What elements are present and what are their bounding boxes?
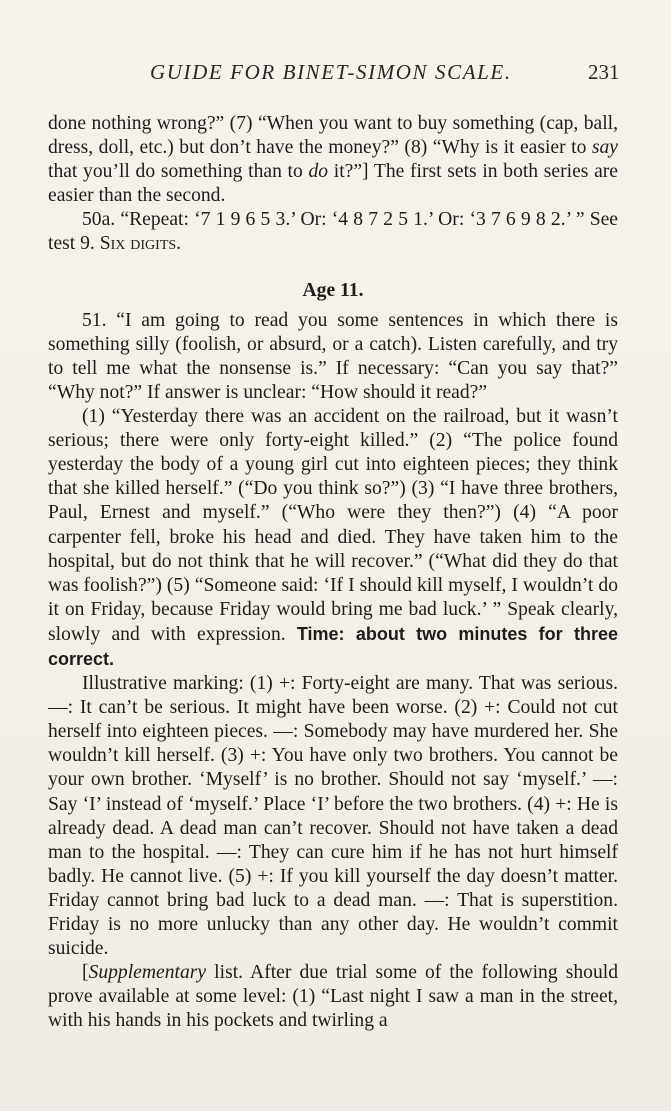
- paragraph-sentences: [48, 405, 618, 672]
- text-run: done nothing wrong?” (7) “When you want to buy something (cap, ball, dress, doll, etc.) but don’t have the money?” (8) “Why is it easier to: [48, 113, 618, 159]
- italic-word: do: [308, 161, 329, 183]
- page-number: 231: [588, 60, 620, 84]
- paragraph-supplementary: [48, 961, 618, 1033]
- text-run: it?”] The first sets in both series are easier than the second.: [48, 161, 618, 207]
- text-run: [: [82, 962, 89, 984]
- time-limit-note: Time: about two minutes for three correct.: [48, 623, 618, 669]
- text-run: (1) “Yesterday there was an accident on the railroad, but it wasn’t serious; there were only forty-eight killed.” (2) “The police found yesterday the body of a young girl cut into eighteen pieces; they think that she killed herself.” (“Do you think so?”) (3) “I have three brothers, Paul, Ernest and myself.” (“Who were they then?”) (4) “A poor carpenter fell, broke his head and died. They have taken him to the hospital, but do not think that he will recover.” (“What did they do that was foolish?”) (5) “Someone said: ‘If I should kill myself, I wouldn’t do it on Friday, because Friday would bring me bad luck.’ ” Speak clearly, slowly and with expression.: [48, 406, 618, 645]
- body-text: [48, 112, 618, 1033]
- text-run: 50a. “Repeat: ‘7 1 9 6 5 3.’ Or: ‘4 8 7 2 5 1.’ Or: ‘3 7 6 9 8 2.’ ” See test 9.: [48, 209, 618, 255]
- text-run: list. After due trial some of the following should prove available at some level: (1) “Last night I saw a man in the street, with his hands in his pockets and twirling a: [48, 962, 618, 1032]
- paragraph-test-51: 51. “I am going to read you some sentences in which there is something silly (foolish, or absurd, or a catch). Listen carefully, and try to tell me what the nonsense is.” If necessary: “Can you say that?” “Why not?” If answer is unclear: “How should it read?”: [48, 309, 618, 403]
- paragraph-illustrative-marking: Illustrative marking: (1) +: Forty-eight are many. That was serious. —: It can’t be serious. It might have been worse. (2) +: Could not cut herself into eighteen pieces. —: Somebody may have murdered her. She wouldn’t kill herself. (3) +: You have only two brothers. You cannot be your own brother. ‘Myself’ is no brother. Should not say ‘myself.’ —: Say ‘I’ instead of ‘myself.’ Place ‘I’ before the two brothers. (4) +: He is already dead. A dead man can’t recover. Should not have taken a dead man to the hospital. —: They can cure him if he has not hurt himself badly. He cannot live. (5) +: If you kill yourself the day doesn’t matter. Friday cannot bring bad luck to a dead man. —: That is superstition. Friday is no more unlucky than any other day. He wouldn’t commit suicide.: [48, 673, 618, 960]
- paragraph-continuation: [48, 112, 618, 208]
- running-title: GUIDE FOR BINET-SIMON SCALE.: [150, 60, 512, 84]
- italic-word: say: [591, 137, 618, 159]
- section-heading: Age 11.: [302, 279, 364, 301]
- paragraph-test-50a: [48, 208, 618, 256]
- small-caps-phrase: Six digits.: [99, 233, 182, 255]
- text-run: that you’ll do something than to: [48, 161, 309, 183]
- italic-word: Supplementary: [88, 962, 207, 984]
